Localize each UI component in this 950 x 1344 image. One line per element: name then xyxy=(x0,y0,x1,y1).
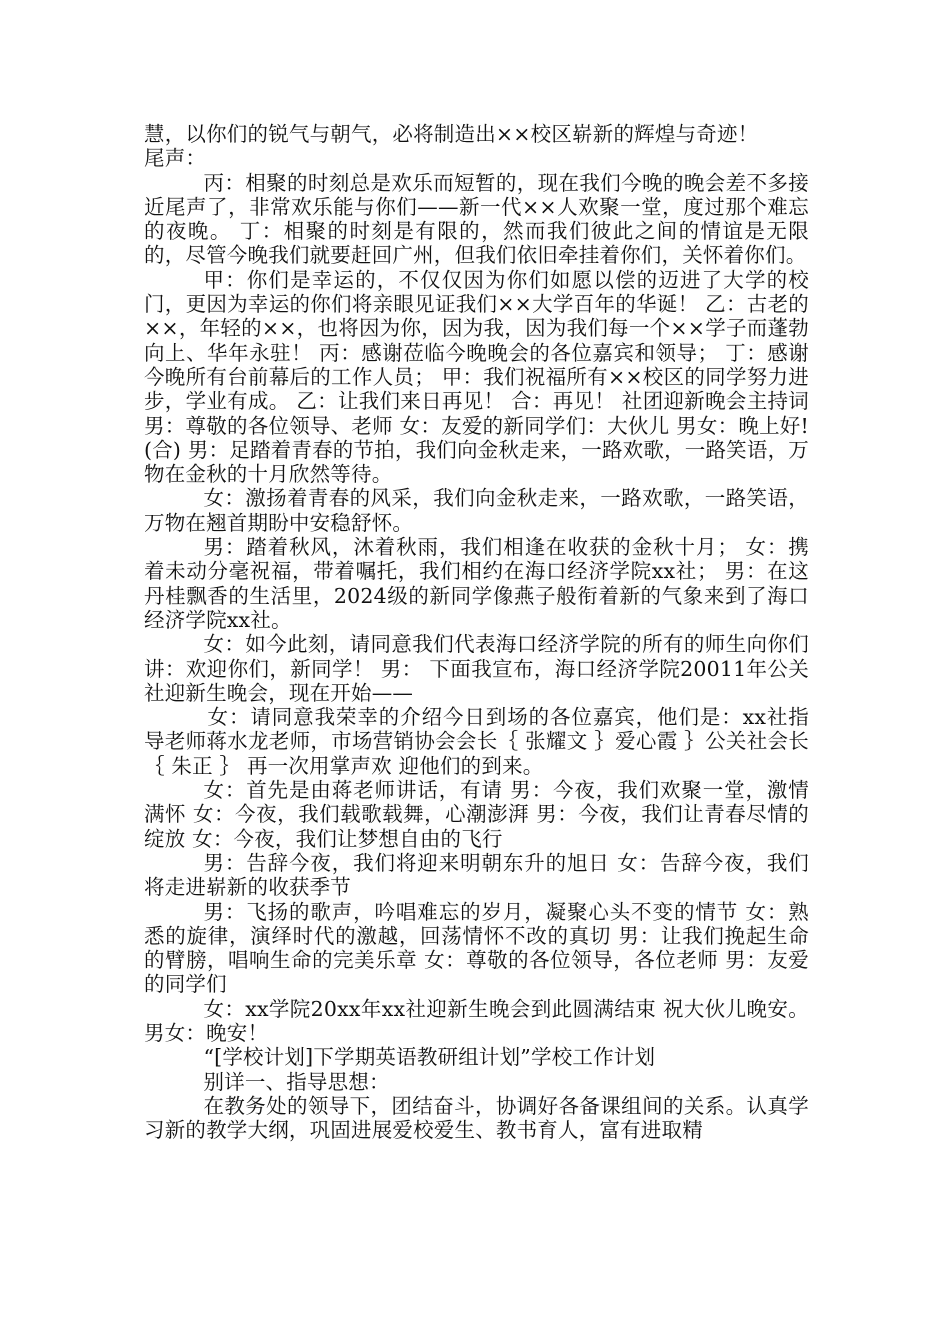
paragraph-2: 尾声： xyxy=(144,146,207,171)
paragraph-7: 女：如今此刻，请同意我们代表海口经济学院的所有的师生向你们讲：欢迎你们，新同学！ 男： 下面我宣布，海口经济学院20011年公关社迎新生晚会，现在开始—— xyxy=(144,632,809,705)
paragraph-6: 男：踏着秋风，沐着秋雨，我们相逢在收获的金秋十月； 女：携着未动分毫祝福，带着嘱托，我们相约在海口经济学院xx社； 男：在这丹桂飘香的生活里，2024级的新同学像燕子般衔着新的气象来到了海口经济学院xx社。 xyxy=(144,535,809,632)
paragraph-9: 女：首先是由蒋老师讲话，有请 男：今夜，我们欢聚一堂，激情满怀 女：今夜，我们载歌载舞，心潮澎湃 男：今夜，我们让青春尽情的绽放 女：今夜，我们让梦想自由的飞行 xyxy=(144,778,809,851)
paragraph-10: 男：告辞今夜，我们将迎来明朝东升的旭日 女：告辞今夜，我们将走进崭新的收获季节 xyxy=(144,850,809,900)
paragraph-8: 女：请同意我荣幸的介绍今日到场的各位嘉宾，他们是：xx社指导老师蒋水龙老师，市场营销协会会长｛ 张耀文 ｝爱心霞 ｝公关社会长｛ 朱正 ｝ 再一次用掌声欢 迎他们的到来。 xyxy=(144,705,809,778)
paragraph-14: 别详一、指导思想： xyxy=(203,1069,390,1094)
paragraph-13: “[学校计划]下学期英语教研组计划”学校工作计划 xyxy=(203,1045,656,1070)
paragraph-11: 男：飞扬的歌声，吟唱难忘的岁月，凝聚心头不变的情节 女：熟悉的旋律，演绎时代的激越，回荡情怀不改的真切 男：让我们挽起生命的臂膀，唱响生命的完美乐章 女：尊敬的各位领导，各位老师 男：友爱的同学们 xyxy=(144,899,809,997)
document-body xyxy=(144,122,809,1142)
paragraph-12: 女：xx学院20xx年xx社迎新生晚会到此圆满结束 祝大伙儿晚安。 男女：晚安！ xyxy=(144,996,809,1045)
paragraph-1: 慧，以你们的锐气与朝气，必将制造出××校区崭新的辉煌与奇迹！ xyxy=(144,122,759,146)
paragraph-3: 丙：相聚的时刻总是欢乐而短暂的，现在我们今晚的晚会差不多接近尾声了，非常欢乐能与你们——新一代××人欢聚一堂，度过那个难忘的夜晚。 丁：相聚的时刻是有限的，然而我们彼此之间的情谊是无限的，尽管今晚我们就要赶回广州，但我们依旧牵挂着你们，关怀着你们。 xyxy=(144,170,809,268)
paragraph-4: 甲：你们是幸运的，不仅仅因为你们如愿以偿的迈进了大学的校门，更因为幸运的你们将亲眼见证我们××大学百年的华诞！ 乙：古老的××，年轻的××，也将因为你，因为我，因为我们每一个××学子而蓬勃向上、华年永驻！ 丙：感谢莅临今晚晚会的各位嘉宾和领导； 丁：感谢今晚所有台前幕后的工作人员； 甲：我们祝福所有××校区的同学努力进步，学业有成。 乙：让我们来日再见！ 合：再见！ 社团迎新晚会主持词男：尊敬的各位领导、老师 女：友爱的新同学们：大伙儿 男女：晚上好!(合) 男：足踏着青春的节拍，我们向金秋走来，一路欢歌，一路笑语，万物在金秋的十月欣然等待。 xyxy=(144,267,809,487)
paragraph-5: 女：激扬着青春的风采，我们向金秋走来，一路欢歌，一路笑语，万物在翘首期盼中安稳舒怀。 xyxy=(144,486,809,535)
paragraph-15: 在教务处的领导下，团结奋斗，协调好各备课组间的关系。认真学习新的教学大纲，巩固进展爱校爱生、教书育人，富有进取精 xyxy=(144,1093,809,1143)
